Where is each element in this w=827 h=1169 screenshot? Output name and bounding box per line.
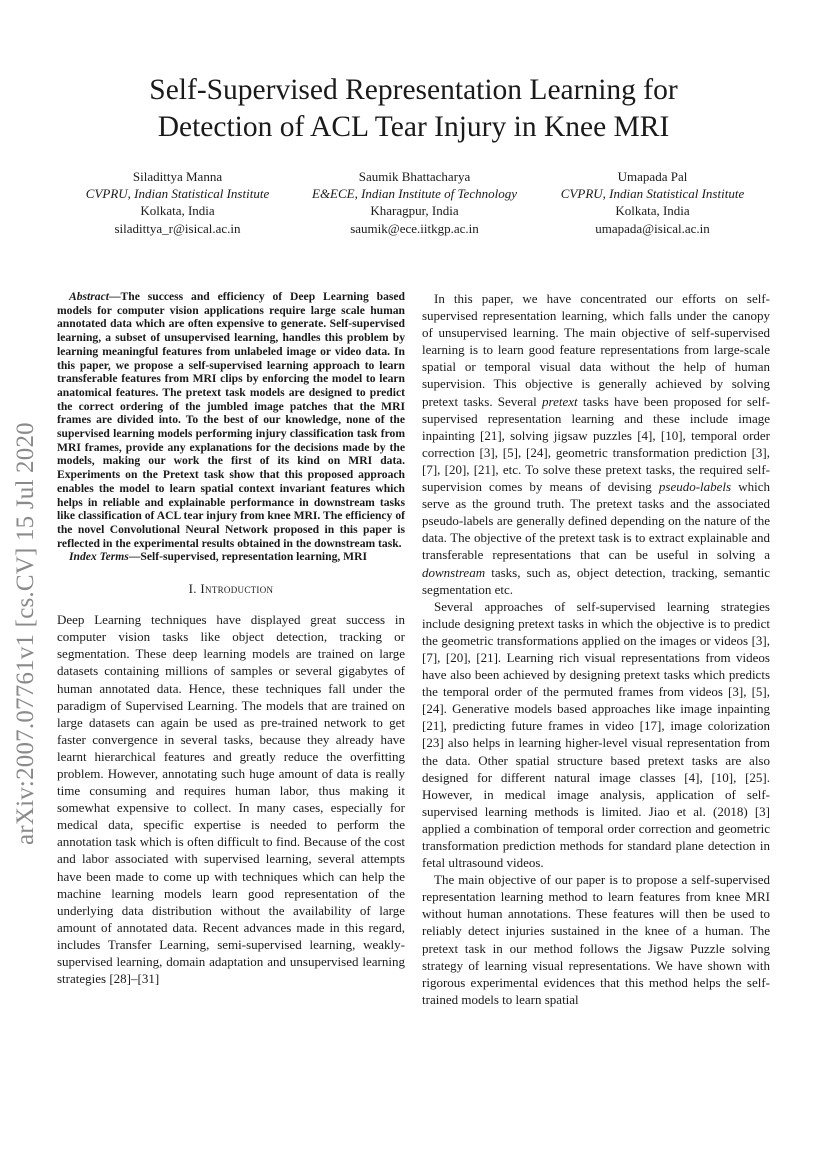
- right-column: [422, 290, 770, 1008]
- abstract-label: Abstract: [69, 290, 109, 303]
- intro-paragraph-2: [422, 290, 770, 598]
- author-location: Kolkata, India: [615, 203, 690, 219]
- section-heading-introduction: [57, 580, 405, 597]
- author-affiliation: CVPRU, Indian Statistical Institute: [85, 186, 270, 202]
- intro-paragraph-3: Several approaches of self-supervised learning strategies include designing pretext tasks in which the objective is to predict the geometric transformations applied on the images or videos [3], [7], [20], [21]. Learning rich visual representations from videos have also been achieved by designing pretext tasks which predicts the temporal order of the permuted frames from videos [3], [5], [24]. Generative models based approaches like image inpainting [21], predicting future frames in video [17], image colorization [23] also helps in learning higher-level visual representation from the data. Other spatial structure based pretext tasks are also designed for different natural image classes [4], [10], [25]. However, in medical image analysis, application of self-supervised learning methods is limited. Jiao et al. (2018) [3] applied a combination of temporal order correction and geometric transformation prediction methods for standard plane detection in fetal ultrasound videos.: [422, 598, 770, 871]
- index-terms-label: Index Terms: [69, 550, 129, 564]
- text-run: In this paper, we have concentrated our efforts on self-supervised representation learning, which falls under the canopy of unsupervised learning. The main objective of self-supervised learning is to learn good feature representations from large-scale spatial or temporal visual data without the help of human supervision. This objective is generally achieved by solving pretext tasks. Several: [422, 291, 770, 409]
- abstract: [57, 290, 405, 550]
- emphasis-pretext: pretext: [542, 393, 578, 409]
- emphasis-downstream: downstream: [422, 564, 486, 580]
- paper-title: [60, 72, 767, 146]
- abstract-text: —The success and efficiency of Deep Learning based models for computer vision applications require large scale human annotated data which are often expensive to generate. Self-supervised learning, a subset of unsupervised learning, handles this problem by learning meaningful features from unlabeled image or video data. In this paper, we propose a self-supervised learning approach to learn transferable features from MRI clips by enforcing the model to learn anatomical features. The pretext task models are designed to predict the correct ordering of the jumbled image patches that the MRI frames are divided into. To the best of our knowledge, none of the supervised learning models performing injury classification task from MRI frames, provide any explanations for the decisions made by the models, making our work the first of its kind on MRI data. Experiments on the Pretext task show that this proposed approach enables the model to learn spatial context invariant features which helps in reliable and explainable performance in downstream tasks like classification of ACL tear injury from knee MRI. The efficiency of the novel Convolutional Neural Network proposed in this paper is reflected in the experimental results obtained in the downstream task.: [57, 290, 405, 550]
- text-run: tasks have been proposed for self-supervised representation learning and these include image inpainting [21], solving jigsaw puzzles [4], [10], temporal order correction [3], [5], [24], geometric transformation prediction [3], [7], [20], [21], etc. To solve these pretext tasks, the required self-supervision comes by means of devising: [422, 393, 771, 495]
- author-location: Kharagpur, India: [370, 203, 459, 219]
- author-affiliation: CVPRU, Indian Statistical Institute: [560, 186, 745, 202]
- title-line-2: Detection of ACL Tear Injury in Knee MRI: [157, 111, 670, 143]
- emphasis-pseudo-labels: pseudo-labels: [658, 479, 732, 495]
- intro-paragraph-1: Deep Learning techniques have displayed great success in computer vision tasks like object detection, tracking or segmentation. These deep learning models are trained on large datasets containing millions of samples or several gigabytes of human annotated data. Hence, these techniques fall under the paradigm of Supervised Learning. The models that are trained on large datasets can again be used as pre-trained network to get faster convergence in several tasks, because they already have learnt hierarchical features and greatly reduce the overfitting problem. However, annotating such huge amount of data is really time consuming and requires human labor, thus making it somewhat expensive to collect. In many cases, especially for medical data, specific expertise is needed to perform the annotation task which is often difficult to find. Because of the cost and labor associated with supervised learning, several attempts have been made to come up with techniques which can help the machine learning models learn good representation of the underlying data distribution without the availability of large amount of annotated data. Recent advances made in this regard, includes Transfer Learning, semi-supervised learning, weakly-supervised learning, domain adaptation and unsupervised learning strategies [28]–[31]: [57, 612, 405, 987]
- title-line-1: Self-Supervised Representation Learning for: [149, 74, 678, 106]
- text-run: tasks, such as, object detection, tracking, semantic segmentation etc.: [422, 564, 770, 597]
- author-3: [535, 168, 770, 237]
- author-1: [60, 168, 295, 237]
- index-terms-text: —Self-supervised, representation learning, MRI: [128, 550, 368, 564]
- section-number: I.: [188, 581, 197, 597]
- author-email: siladittya_r@isical.ac.in: [114, 220, 241, 236]
- arxiv-stamp: arXiv:2007.07761v1 [cs.CV] 15 Jul 2020: [12, 422, 39, 845]
- author-name: Umapada Pal: [617, 169, 688, 184]
- author-email: saumik@ece.iitkgp.ac.in: [350, 220, 479, 236]
- author-location: Kolkata, India: [140, 203, 215, 219]
- section-title: Introduction: [200, 581, 274, 597]
- left-column: [57, 290, 405, 987]
- author-email: umapada@isical.ac.in: [595, 220, 710, 236]
- author-block: [60, 168, 767, 238]
- intro-paragraph-4: The main objective of our paper is to propose a self-supervised representation learning method to learn features from knee MRI without human annotations. These features will then be used to reliably detect injuries sustained in the knee of a human. The pretext task in our method follows the Jigsaw Puzzle solving strategy of learning visual representations. We have shown with rigorous experimental evidences that this method helps the self-trained models to learn spatial: [422, 872, 770, 1007]
- author-affiliation: E&ECE, Indian Institute of Technology: [312, 186, 517, 202]
- text-run: which serve as the ground truth. The pretext tasks and the associated pseudo-labels are generally defined depending on the nature of the data. The objective of the pretext task is to extract explainable and transferable representations that can be useful in solving a: [422, 479, 770, 563]
- author-name: Saumik Bhattacharya: [358, 169, 471, 184]
- author-name: Siladittya Manna: [132, 169, 223, 184]
- author-2: [292, 168, 537, 237]
- index-terms: [57, 550, 405, 564]
